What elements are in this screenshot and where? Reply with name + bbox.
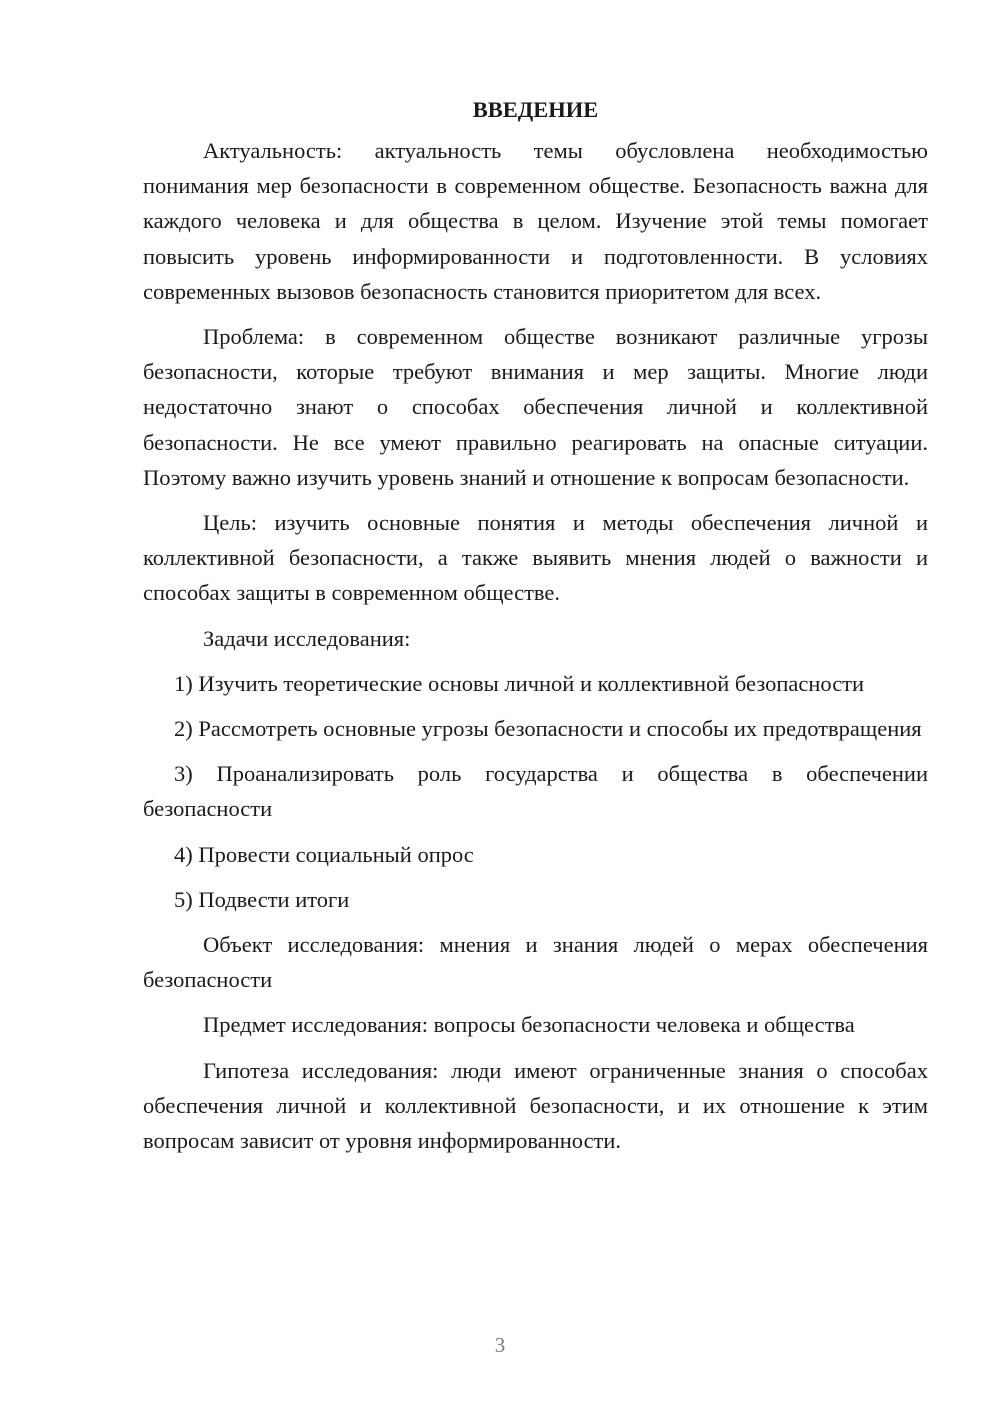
page-number: 3 xyxy=(494,1333,506,1357)
task-item-3: 3) Проанализировать роль государства и общества в обеспечении безопасности xyxy=(143,761,928,822)
task-item-1: 1) Изучить теоретические основы личной и коллективной безопасности xyxy=(174,670,865,696)
paragraph-relevance: Актуальность: актуальность темы обусловлена необходимостью понимания мер безопасности в современном обществе. Безопасность важна для каждого человека и для общества в целом. Изучение этой темы помогает повысить уровень информированности и подготовленности. В условиях современных вызовов безопасность становится приоритетом для всех. xyxy=(143,138,928,304)
task-item-4: 4) Провести социальный опрос xyxy=(174,841,474,867)
paragraph-goal: Цель: изучить основные понятия и методы обеспечения личной и коллективной безопасности, а также выявить мнения людей о важности и способах защиты в современном обществе. xyxy=(143,510,928,606)
task-list xyxy=(143,666,928,917)
paragraph-subject: Предмет исследования: вопросы безопасности человека и общества xyxy=(203,1012,855,1038)
task-item-5: 5) Подвести итоги xyxy=(174,886,350,912)
document-page xyxy=(143,92,928,1168)
paragraph-problem: Проблема: в современном обществе возникают различные угрозы безопасности, которые требуют внимания и мер защиты. Многие люди недостаточно знают о способах обеспечения личной и коллективной безопасности. Не все умеют правильно реагировать на опасные ситуации. Поэтому важно изучить уровень знаний и отношение к вопросам безопасности. xyxy=(143,324,928,490)
task-item-2: 2) Рассмотреть основные угрозы безопасности и способы их предотвращения xyxy=(174,716,922,742)
paragraph-object: Объект исследования: мнения и знания людей о мерах обеспечения безопасности xyxy=(143,932,928,993)
paragraph-tasks-heading: Задачи исследования: xyxy=(203,625,411,651)
section-title: ВВЕДЕНИЕ xyxy=(472,97,599,122)
paragraph-hypothesis: Гипотеза исследования: люди имеют ограниченные знания о способах обеспечения личной и коллективной безопасности, и их отношение к этим вопросам зависит от уровня информированности. xyxy=(143,1057,928,1154)
